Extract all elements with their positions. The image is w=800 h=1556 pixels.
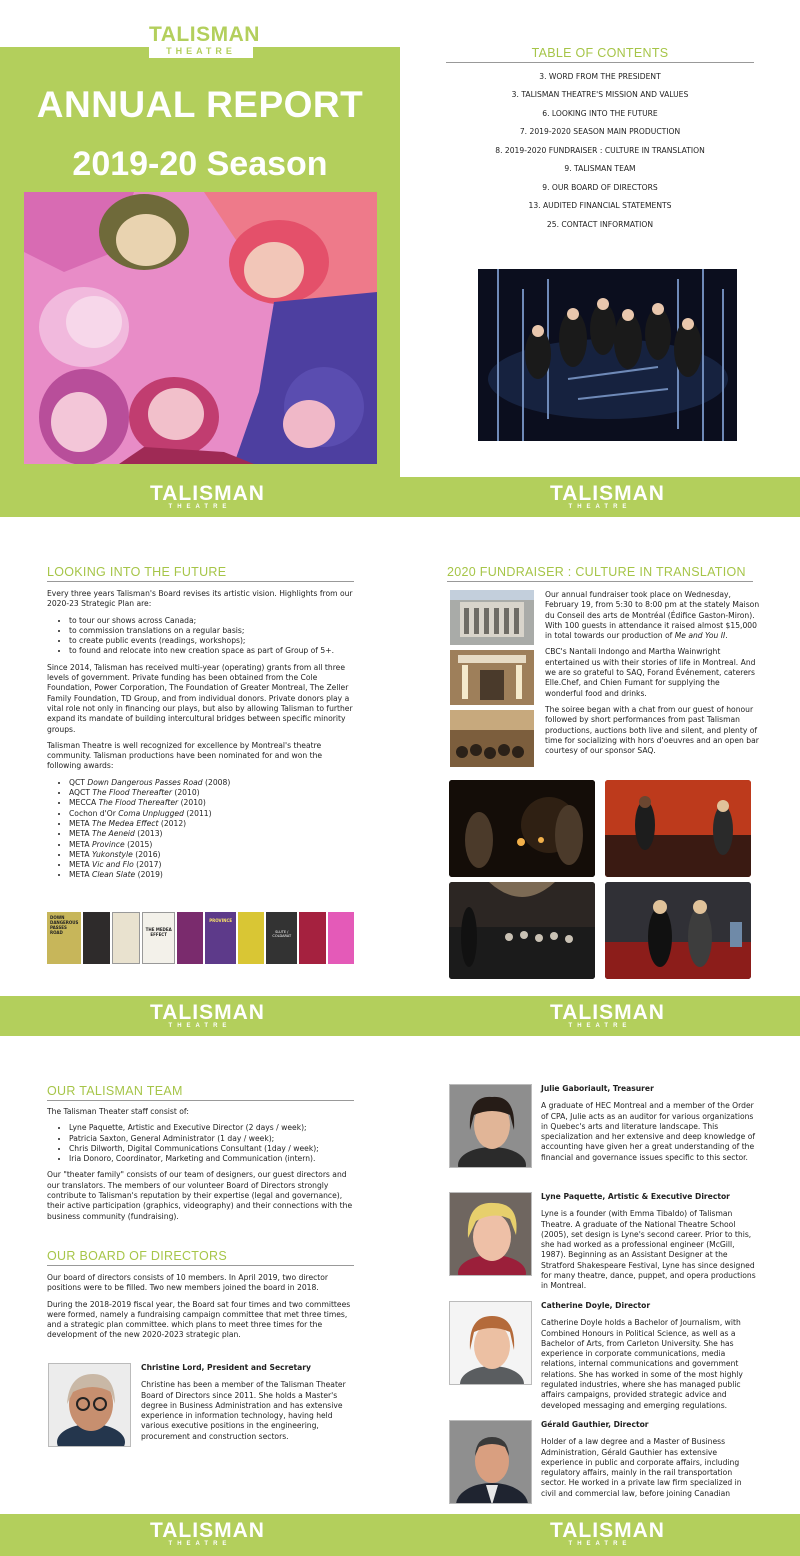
fundraiser-p2: CBC's Nantali Indongo and Martha Wainwright entertained us with their stories of life in Montreal. And we are so grateful to SAQ, Forand Événement, caterers Elle.Chef, and Chien Fumant for supplying the wonderful food and drinks.: [545, 647, 756, 698]
member-bio: Catherine Doyle holds a Bachelor of Journalism, with Combined Honours in Political Science, as well as a Bachelor of Arts, from Carleton University. She has experience in corporate communications, media relations, internal communications and government relations. She has worked in some of the most highly regulated industries, where she has managed public affairs campaigns, provided strategic advice and developed messaging and emerging regulations.: [541, 1318, 743, 1410]
toc-item[interactable]: 9. TALISMAN TEAM: [564, 164, 636, 173]
future-heading: LOOKING INTO THE FUTURE: [47, 565, 354, 582]
strategic-plan-list: [69, 616, 357, 657]
future-recognition-text: Talisman Theatre is well recognized for excellence by Montreal's theatre community. Talisman productions have been nominated for and won the following awards:: [47, 740, 323, 771]
list-item: • Lyne Paquette, Artistic and Executive Director (2 days / week);: [69, 1123, 357, 1133]
venue-photo: [450, 590, 534, 645]
team-family-text: Our "theater family" consists of our team of designers, our guest directors and our translators. The members of our volunteer Board of Directors strongly contribute to Talisman's reputation by their expertise (legal and governance), their active participation (graphics, videography) and their connections with the business community (fundraising).: [47, 1170, 353, 1221]
member-bio: Lyne is a founder (with Emma Tibaldo) of Talisman Theatre. A graduate of the National Theatre School (2005), set design is Lyne's second career. Prior to this, she had worked as a professional engineer (McGill, 1987). Beginning as an Assistant Designer at the Stratford Shakespeare Festival, Lyne has since designed for many theatre, dance, puppet, and opera productions in Montreal.: [541, 1209, 756, 1291]
list-item: • Iria Donoro, Coordinator, Marketing and Communication (intern).: [69, 1154, 357, 1164]
footer-band: [0, 1514, 800, 1556]
toc-item[interactable]: 25. CONTACT INFORMATION: [546, 220, 654, 229]
footer-logo: [550, 1519, 665, 1547]
award-item: • META Province (2015): [69, 840, 357, 850]
poster: [83, 912, 110, 964]
footer-logo-bottom: THEATRE: [568, 1023, 632, 1029]
venue-photo: [450, 710, 534, 767]
portrait: [449, 1301, 532, 1385]
footer-logo: [150, 482, 265, 510]
toc-item[interactable]: 9. OUR BOARD OF DIRECTORS: [542, 183, 658, 192]
list-item: • Patricia Saxton, General Administrator (1 day / week);: [69, 1134, 357, 1144]
toc-list: [450, 0, 750, 240]
poster: [299, 912, 326, 964]
board-member-card: [541, 1301, 756, 1411]
board-member-card: [541, 1192, 756, 1292]
team-intro: The Talisman Theater staff consist of:: [47, 1107, 189, 1116]
footer-logo: [550, 1001, 665, 1029]
member-bio: Holder of a law degree and a Master of Business Administration, Gérald Gauthier has extensive experience in public and corporate affairs, including regulatory affairs, mainly in the rail transportation sector. He worked in a private law firm specialized in civil and commercial law, before joining Canadian: [541, 1437, 742, 1498]
footer-logo-bottom: THEATRE: [568, 1541, 632, 1547]
toc-item[interactable]: 7. 2019-2020 SEASON MAIN PRODUCTION: [519, 127, 681, 136]
team-body: [47, 1107, 357, 1228]
cover-logo-bottom: THEATRE: [166, 46, 236, 56]
award-item: • META Clean Slate (2019): [69, 870, 357, 880]
cover-logo: [149, 23, 260, 58]
team-heading: OUR TALISMAN TEAM: [47, 1084, 354, 1101]
member-name: Lyne Paquette, Artistic & Executive Director: [541, 1192, 730, 1201]
toc-item[interactable]: 6. LOOKING INTO THE FUTURE: [542, 109, 658, 118]
list-item: • to commission translations on a regular basis;: [69, 626, 357, 636]
fundraiser-body: [545, 590, 760, 762]
award-item: • AQCT The Flood Thereafter (2010): [69, 788, 357, 798]
award-item: • META The Aeneid (2013): [69, 829, 357, 839]
footer-logo-top: TALISMAN: [550, 1519, 665, 1542]
future-intro: Every three years Talisman's Board revises its artistic vision. Highlights from our 2020-23 Strategic Plan are:: [47, 589, 353, 609]
fundraiser-p1: Our annual fundraiser took place on Wednesday, February 19, from 5:30 to 8:00 pm at the stately Maison du Conseil des arts de Montréal (Édifice Gaston-Miron). With 100 guests in attendance it raised almost $15,000 in total towards our production of Me and You II.: [545, 590, 760, 641]
portrait: [48, 1363, 131, 1447]
footer-logo-bottom: THEATRE: [168, 1541, 232, 1547]
event-photo: [449, 780, 595, 877]
footer-logo-top: TALISMAN: [550, 482, 665, 505]
footer-logo: [550, 482, 665, 510]
fundraiser-heading: 2020 FUNDRAISER : CULTURE IN TRANSLATION: [447, 565, 753, 582]
board-p1: Our board of directors consists of 10 members. In April 2019, two director positions were to be filled. Two new members joined the board in 2018.: [47, 1273, 329, 1293]
award-item: • Cochon d'Or Coma Unplugged (2011): [69, 809, 357, 819]
list-item: • Chris Dilworth, Digital Communications Consultant (1day / week);: [69, 1144, 357, 1154]
cover-title-line1: ANNUAL REPORT: [36, 84, 364, 125]
cover-title-line2: 2019-20 Season: [72, 145, 328, 183]
event-photo: [449, 882, 595, 979]
footer-logo: [150, 1001, 265, 1029]
board-body: [47, 1273, 357, 1347]
board-p2: During the 2018-2019 fiscal year, the Board sat four times and two committees were formed, namely a fundraising campaign committee that met three times, and a strategic plan committee. which plans to meet three times for the development of the new 2020-2023 strategic plan.: [47, 1299, 351, 1340]
award-item: • META Vic and Flo (2017): [69, 860, 357, 870]
footer-logo-bottom: THEATRE: [168, 504, 232, 510]
future-funding-text: Since 2014, Talisman has received multi-year (operating) grants from all three levels of government. Private funding has been obtained from the Cole Foundation, Power Corporation, The Foundation of Greater Montreal, The Zeller Family Foundation, TD Group, and from individual donors. Private donors play a vital role not only in financing our plays, but also by allowing Talisman to further expand its mandate of building intercultural bridges between specific minority groups.: [47, 662, 353, 734]
footer-band: [0, 477, 800, 517]
toc-item[interactable]: 8. 2019-2020 FUNDRAISER : CULTURE IN TRANSLATION: [495, 146, 705, 155]
toc-item[interactable]: 3. TALISMAN THEATRE'S MISSION AND VALUES: [511, 90, 689, 99]
award-item: • MECCA The Flood Thereafter (2010): [69, 798, 357, 808]
poster: PROVINCE: [205, 912, 236, 964]
poster: SLUTE / COLDARAT: [266, 912, 297, 964]
staff-list: [69, 1123, 357, 1164]
board-member-card: [541, 1420, 756, 1499]
event-photo: [605, 780, 751, 877]
cover-photo: [24, 192, 377, 464]
portrait: [449, 1420, 532, 1504]
poster: [112, 912, 141, 964]
award-item: • META Yukonstyle (2016): [69, 850, 357, 860]
footer-logo-bottom: THEATRE: [168, 1023, 232, 1029]
list-item: • to create public events (readings, workshops);: [69, 636, 357, 646]
footer-band: [0, 996, 800, 1036]
member-bio: A graduate of HEC Montreal and a member of the Order of CPA, Julie acts as an auditor for various organizations in Quebec's arts and literature landscape. This specialization and her extensive and deep knowledge of accounting have given her a great understanding of the financial and governance issues specific to this sector.: [541, 1101, 756, 1162]
poster: [238, 912, 265, 964]
member-name: Catherine Doyle, Director: [541, 1301, 651, 1310]
list-item: • to found and relocate into new creation space as part of Group of 5+.: [69, 646, 357, 656]
footer-logo-top: TALISMAN: [150, 1001, 265, 1024]
poster: DOWN DANGEROUS PASSES ROAD: [47, 912, 81, 964]
member-bio: Christine has been a member of the Talisman Theater Board of Directors since 2011. She holds a Master's degree in Business Administration and has extensive experience in information technology, having held various executive positions in the engineering, procurement and construction sectors.: [141, 1380, 346, 1441]
venue-photo: [450, 650, 534, 705]
board-heading: OUR BOARD OF DIRECTORS: [47, 1249, 354, 1266]
fundraiser-photos: [450, 590, 535, 767]
toc-item[interactable]: 13. AUDITED FINANCIAL STATEMENTS: [528, 201, 672, 210]
footer-logo-top: TALISMAN: [150, 1519, 265, 1542]
awards-list: [69, 778, 357, 881]
cover-logo-top: TALISMAN: [149, 23, 260, 46]
award-item: • META The Medea Effect (2012): [69, 819, 357, 829]
poster: [177, 912, 204, 964]
toc-heading: TABLE OF CONTENTS: [446, 46, 754, 63]
portrait: [449, 1084, 532, 1168]
award-item: • QCT Down Dangerous Passes Road (2008): [69, 778, 357, 788]
list-item: • to tour our shows across Canada;: [69, 616, 357, 626]
portrait: [449, 1192, 532, 1276]
event-photo: [605, 882, 751, 979]
fundraiser-p3: The soiree began with a chat from our guest of honour followed by short performances from past Talisman productions, auctions both live and silent, and plenty of time for socializing with hors d'oeuvres and an open bar courtesy of our sponsor SAQ.: [545, 704, 759, 756]
poster: THE MEDEA EFFECT: [142, 912, 175, 964]
poster: [328, 912, 355, 964]
future-body: [47, 589, 357, 887]
footer-logo-top: TALISMAN: [150, 482, 265, 505]
board-member-card: [541, 1084, 756, 1163]
member-name: Gérald Gauthier, Director: [541, 1420, 649, 1429]
footer-logo-top: TALISMAN: [550, 1001, 665, 1024]
board-member-card: [141, 1363, 356, 1442]
member-name: Christine Lord, President and Secretary: [141, 1363, 311, 1372]
member-name: Julie Gaboriault, Treasurer: [541, 1084, 654, 1093]
footer-logo-bottom: THEATRE: [568, 504, 632, 510]
poster-strip: [47, 912, 354, 964]
footer-logo: [150, 1519, 265, 1547]
toc-item[interactable]: 3. WORD FROM THE PRESIDENT: [539, 72, 661, 81]
production-photo: [478, 269, 737, 441]
